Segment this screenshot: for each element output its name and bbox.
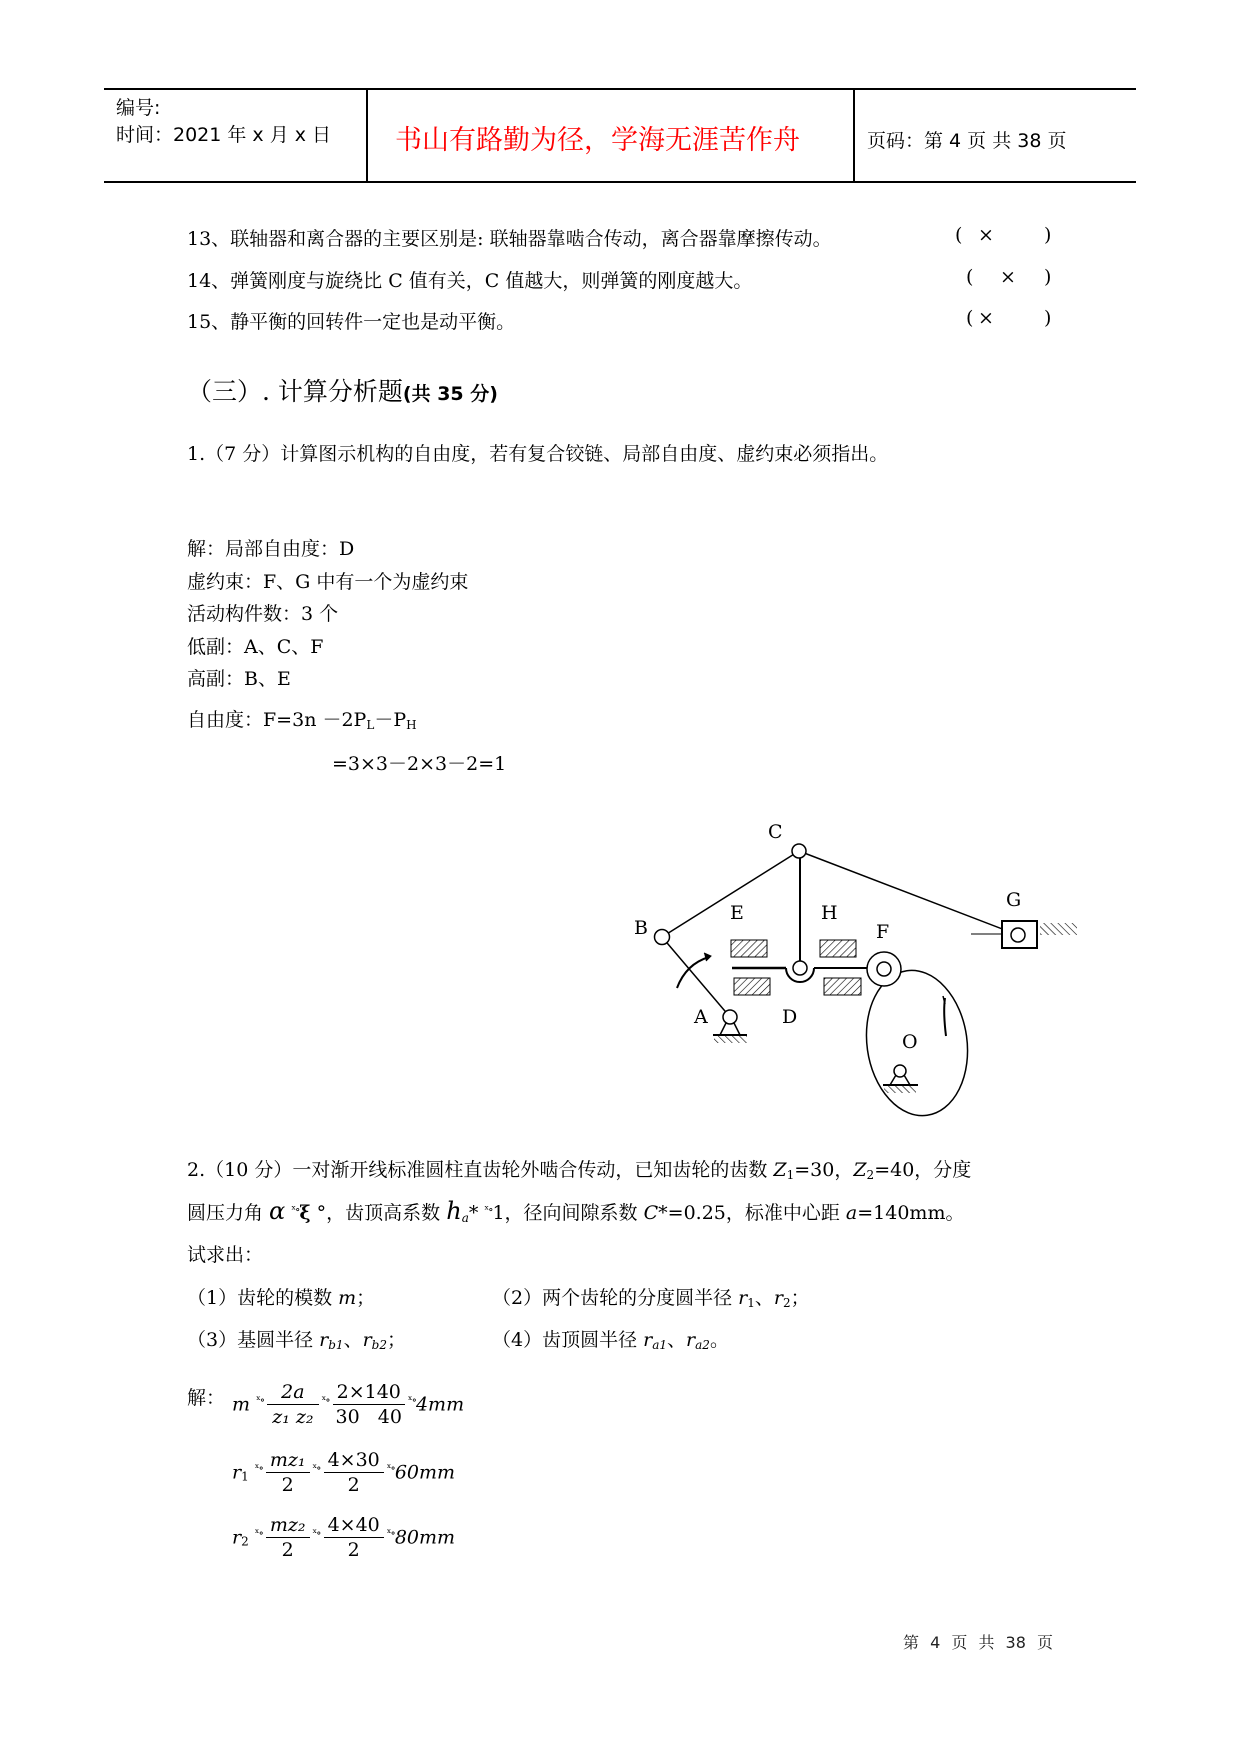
label-e: E — [730, 902, 744, 924]
equals-glyph: ˣ∘ — [256, 1393, 265, 1407]
fraction — [324, 1513, 384, 1562]
ground-g-hatch — [1040, 923, 1077, 935]
dof-minus: －P — [374, 709, 407, 731]
equals-glyph: ˣ∘ — [312, 1526, 321, 1540]
judgment-item-15-close: ) — [1044, 307, 1052, 329]
header-divider-left — [366, 89, 368, 183]
c-value: *=0.25，标准中心距 — [658, 1202, 846, 1224]
judgment-item-13-open: ( — [955, 224, 963, 246]
dof-sub-l: L — [366, 718, 375, 732]
judgment-item-13-close: ) — [1044, 224, 1052, 246]
ha-sub: a — [461, 1211, 469, 1225]
item-punct: 。 — [709, 1329, 729, 1351]
a-value: =140mm。 — [857, 1202, 965, 1224]
m-result: 4mm — [415, 1393, 465, 1416]
item-var: r — [362, 1329, 372, 1351]
q2-item-2 — [492, 1283, 810, 1310]
label-f: F — [876, 921, 890, 943]
q2-line-2 — [187, 1197, 964, 1225]
header-motto: 书山有路勤为径，学海无涯苦作舟 — [395, 125, 800, 156]
formula-r1 — [232, 1448, 455, 1497]
q2-addendum-label: °，齿顶高系数 — [310, 1202, 447, 1224]
item-text: （1）齿轮的模数 — [187, 1287, 339, 1309]
header-page-indicator: 页码：第 4 页 共 38 页 — [867, 130, 1067, 152]
q1-answer-line: 低副：A、C、F — [187, 636, 324, 658]
formula-m — [232, 1380, 464, 1429]
q1-answer-line: 虚约束：F、G 中有一个为虚约束 — [187, 571, 469, 593]
equals-glyph: ˣ∘ — [386, 1461, 395, 1475]
item-text: （3）基圆半径 — [187, 1329, 320, 1351]
ha-star: * — [468, 1202, 485, 1224]
pivot-o — [894, 1065, 906, 1077]
denominator: 2 — [281, 1539, 294, 1561]
q1-prompt: 1.（7 分）计算图示机构的自由度，若有复合铰链、局部自由度、虚约束必须指出。 — [187, 443, 889, 465]
q1-answer-line: 高副：B、E — [187, 668, 291, 690]
equals-glyph: ˣ∘ — [386, 1526, 395, 1540]
header-top-rule — [104, 88, 1136, 90]
alpha-symbol: α — [269, 1197, 286, 1225]
roller-f-pin — [877, 962, 891, 976]
q2-pressure-angle-label: 圆压力角 — [187, 1202, 270, 1224]
judgment-item-15-mark: × — [978, 307, 994, 329]
ha-symbol: h — [446, 1197, 462, 1225]
numerator: mz₁ — [266, 1448, 310, 1473]
item-var: r — [773, 1287, 783, 1309]
header-bottom-rule — [104, 181, 1136, 183]
mechanism-diagram — [600, 800, 1100, 1130]
joint-a — [723, 1010, 737, 1024]
r1-lhs-sub: 1 — [241, 1469, 249, 1484]
header-divider-right — [853, 89, 855, 183]
z1-symbol: Z — [773, 1159, 787, 1181]
judgment-item-15-text: 15、静平衡的回转件一定也是动平衡。 — [187, 311, 516, 333]
denominator: 30 40 — [335, 1406, 402, 1428]
equals-glyph: ˣ∘ — [254, 1461, 263, 1475]
equals-glyph: ˣ∘ — [312, 1461, 321, 1475]
link-bc — [662, 851, 799, 937]
judgment-item-14-close: ) — [1044, 266, 1052, 288]
header-time: 时间：2021 年 x 月 x 日 — [116, 124, 332, 146]
section-title: （三）. 计算分析题 — [187, 377, 403, 406]
q2-intro: 2.（10 分）一对渐开线标准圆柱直齿轮外啮合传动，已知齿轮的齿数 — [187, 1159, 774, 1181]
numerator: 4×40 — [324, 1513, 384, 1538]
header-serial-label: 编号: — [116, 97, 161, 119]
equals-glyph: ˣ∘ — [321, 1393, 330, 1407]
judgment-item-14-open: ( — [966, 266, 974, 288]
equals-glyph: ˣ∘ — [254, 1526, 263, 1540]
item-sub: 2 — [782, 1296, 791, 1310]
item-sub: a2 — [695, 1338, 710, 1352]
joint-d — [793, 961, 807, 975]
numerator: 2×140 — [333, 1380, 405, 1405]
denominator: 2 — [347, 1539, 360, 1561]
numerator: 4×30 — [324, 1448, 384, 1473]
a-symbol: a — [845, 1202, 858, 1224]
label-d: D — [782, 1006, 798, 1028]
dof-label: 自由度：F=3n －2P — [187, 709, 367, 731]
item-sub: a1 — [652, 1338, 668, 1352]
judgment-item-14-mark: × — [1000, 266, 1016, 288]
z2-sub: 2 — [866, 1168, 875, 1182]
label-h: H — [821, 902, 838, 924]
equals-glyph: ˣ∘ — [484, 1203, 493, 1216]
judgment-item-14-text: 14、弹簧刚度与旋绕比 C 值有关，C 值越大，则弹簧的刚度越大。 — [187, 270, 753, 292]
q2-line-3: 试求出： — [187, 1244, 264, 1266]
label-g: G — [1006, 889, 1022, 911]
q1-dof-calc: =3×3－2×3－2=1 — [332, 753, 507, 775]
item-punct: ； — [387, 1329, 407, 1351]
numerator: 2a — [267, 1380, 318, 1405]
q1-answer-line: 活动构件数：3 个 — [187, 603, 339, 625]
item-sep: 、 — [667, 1329, 687, 1351]
z2-value: =40，分度 — [874, 1159, 972, 1181]
ha-value: 1，径向间隙系数 — [492, 1202, 644, 1224]
judgment-item-13-text: 13、联轴器和离合器的主要区别是: 联轴器靠啮合传动，离合器靠摩擦传动。 — [187, 228, 832, 250]
r2-lhs: r — [232, 1526, 242, 1549]
item-text: （2）两个齿轮的分度圆半径 — [492, 1287, 739, 1309]
item-var: r — [319, 1329, 329, 1351]
q2-item-3 — [187, 1325, 406, 1352]
section-score: (共 35 分) — [402, 383, 498, 405]
cam-arrowhead — [943, 996, 945, 1004]
q2-item-4 — [492, 1325, 729, 1352]
joint-c — [792, 844, 806, 858]
item-sub: 1 — [747, 1296, 755, 1310]
fraction — [266, 1513, 310, 1562]
fraction — [266, 1448, 310, 1497]
r2-result: 80mm — [394, 1526, 456, 1549]
denominator: z₁ z₂ — [272, 1406, 314, 1428]
denominator: 2 — [281, 1474, 294, 1496]
numerator: mz₂ — [266, 1513, 310, 1538]
item-sub: b1 — [328, 1338, 344, 1352]
c-symbol: C — [643, 1202, 659, 1224]
dof-sub-h: H — [406, 718, 417, 732]
crank-arrowhead — [704, 953, 711, 961]
label-b: B — [634, 917, 648, 939]
section-heading — [187, 372, 498, 408]
joint-b — [655, 930, 670, 945]
m-lhs: m — [232, 1393, 251, 1416]
fraction — [267, 1380, 318, 1429]
fraction — [333, 1380, 405, 1429]
item-var: r — [686, 1329, 696, 1351]
ground-o-hatch — [884, 1086, 916, 1093]
guide-e-lower — [734, 978, 770, 995]
item-var: r — [643, 1329, 653, 1351]
item-text: （4）齿顶圆半径 — [492, 1329, 644, 1351]
item-sep: 、 — [754, 1287, 774, 1309]
item-sep: 、 — [343, 1329, 363, 1351]
label-a: A — [694, 1006, 708, 1028]
guide-h-lower — [824, 978, 861, 995]
r1-result: 60mm — [394, 1461, 456, 1484]
label-c: C — [768, 821, 783, 843]
guide-h-upper — [820, 940, 856, 957]
z2-symbol: Z — [853, 1159, 867, 1181]
equals-glyph: ˣ∘ — [291, 1203, 300, 1216]
r1-lhs: r — [232, 1461, 242, 1484]
ground-a-hatch — [714, 1036, 747, 1043]
item-punct: ； — [790, 1287, 810, 1309]
solution-label: 解： — [187, 1387, 226, 1409]
q2-line-1 — [187, 1155, 971, 1182]
guide-e-upper — [731, 940, 767, 957]
formula-r2 — [232, 1513, 455, 1562]
alpha-garbled-value: ξ — [299, 1202, 311, 1224]
item-sub: b2 — [371, 1338, 387, 1352]
judgment-item-13-mark: × — [978, 224, 994, 246]
judgment-item-15-open: ( — [966, 307, 974, 329]
z1-value: =30， — [794, 1159, 854, 1181]
q2-item-1 — [187, 1283, 375, 1310]
label-o: O — [902, 1031, 918, 1053]
item-var: r — [738, 1287, 748, 1309]
q1-answer-line: 解：局部自由度：D — [187, 538, 355, 560]
item-punct: ； — [356, 1287, 376, 1309]
equals-glyph: ˣ∘ — [407, 1393, 416, 1407]
link-ab — [662, 937, 730, 1017]
q1-dof-formula — [187, 705, 417, 732]
z1-sub: 1 — [786, 1168, 795, 1182]
joint-g — [1011, 928, 1025, 942]
denominator: 2 — [347, 1474, 360, 1496]
item-var: m — [338, 1287, 357, 1309]
footer-page-number: 第 4 页 共 38 页 — [903, 1633, 1053, 1652]
fraction — [324, 1448, 384, 1497]
r2-lhs-sub: 2 — [241, 1534, 249, 1549]
